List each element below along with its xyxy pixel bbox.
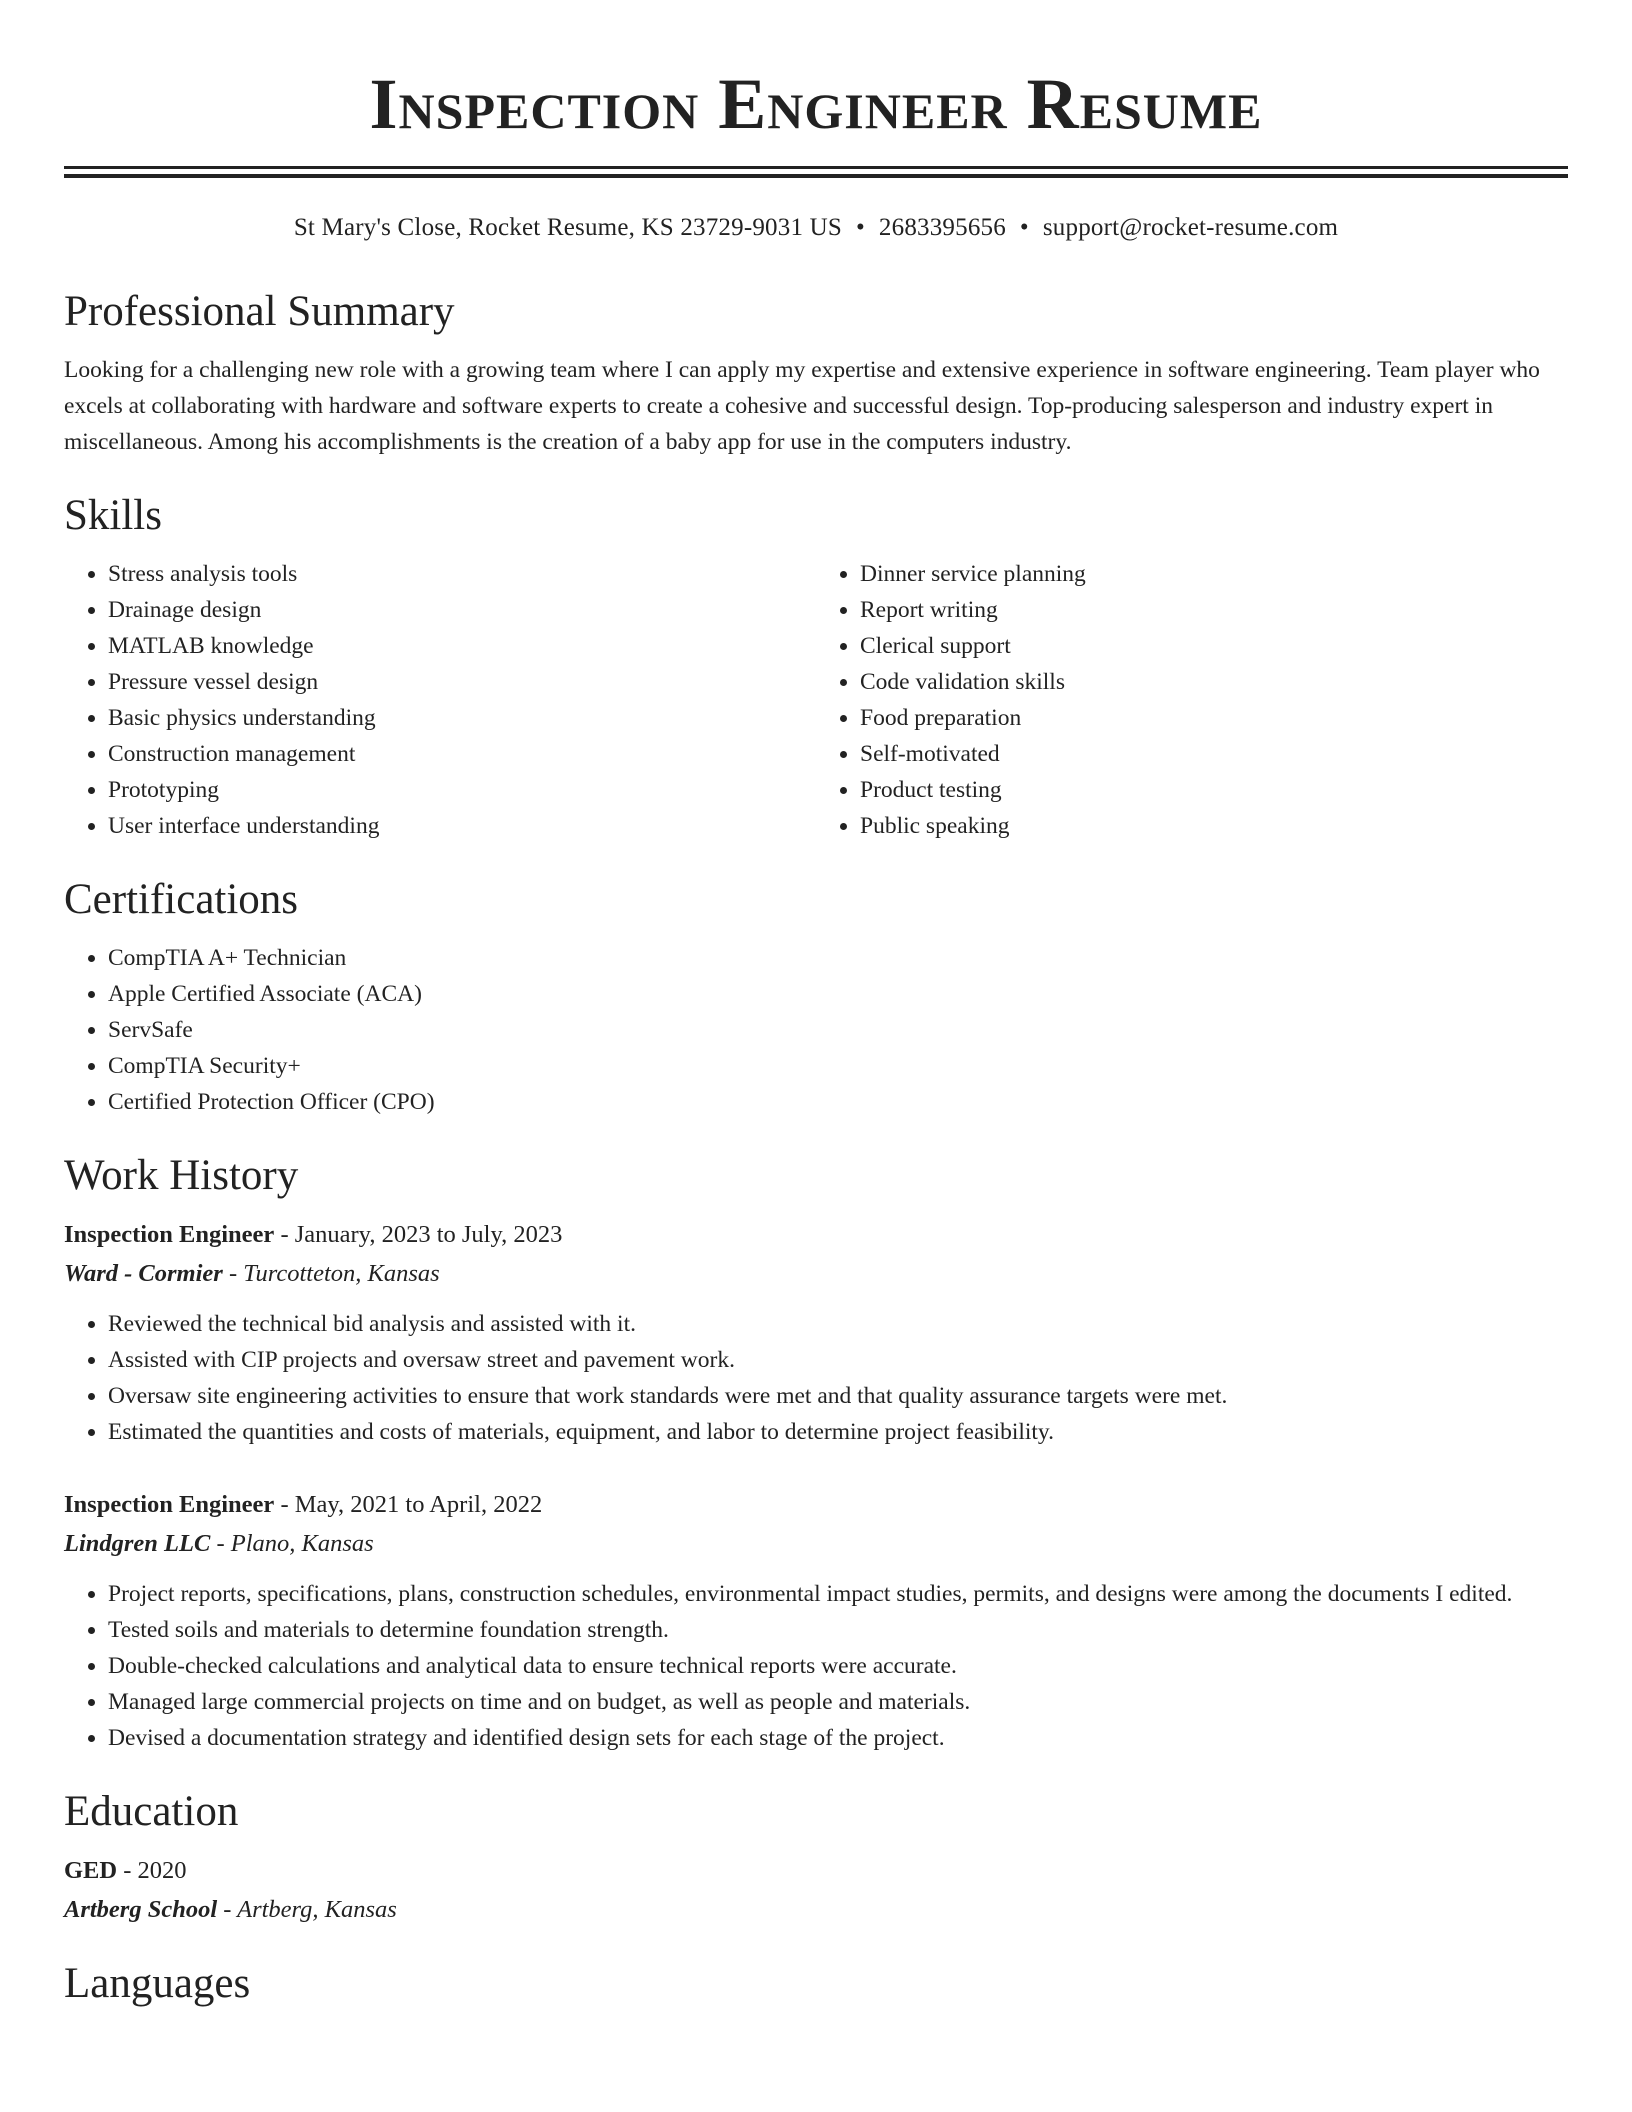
job-location: - Plano, Kansas [210, 1530, 374, 1557]
contact-line [64, 212, 1568, 244]
title-divider [64, 166, 1568, 178]
resume-page [64, 0, 1568, 2010]
job-bullet: • Project reports, specifications, plans, construction schedules, environmental impact studies, permits, and designs were among the documents I edited. [108, 1576, 1568, 1612]
education-degree-line [64, 1852, 1568, 1890]
skills-section [64, 490, 1568, 844]
certification-item: • Certified Protection Officer (CPO) [108, 1084, 1568, 1120]
job-title-line [64, 1216, 1568, 1254]
job-bullet: • Double-checked calculations and analytical data to ensure technical reports were accurate. [108, 1648, 1568, 1684]
skill-item: • Dinner service planning [860, 556, 1568, 592]
skill-item: • Report writing [860, 592, 1568, 628]
job-company: Ward - Cormier [64, 1260, 223, 1287]
job-bullet: • Tested soils and materials to determine foundation strength. [108, 1612, 1568, 1648]
job-location: - Turcotteton, Kansas [222, 1260, 440, 1287]
education-degree: GED [64, 1857, 118, 1884]
skill-item: • User interface understanding [108, 808, 816, 844]
job-bullets [64, 1576, 1568, 1756]
job-bullet: • Estimated the quantities and costs of materials, equipment, and labor to determine project feasibility. [108, 1414, 1568, 1450]
certification-item: • ServSafe [108, 1012, 1568, 1048]
job-bullet: • Managed large commercial projects on time and on budget, as well as people and materials. [108, 1684, 1568, 1720]
skill-item: • Self-motivated [860, 736, 1568, 772]
work-history-section [64, 1150, 1568, 1756]
job-company: Lindgren LLC [64, 1530, 211, 1557]
contact-email: support@rocket-resume.com [1042, 214, 1339, 241]
skill-item: • Public speaking [860, 808, 1568, 844]
summary-heading: Professional Summary [64, 288, 455, 335]
job-bullet: • Devised a documentation strategy and identified design sets for each stage of the project. [108, 1720, 1568, 1756]
skill-item: • Stress analysis tools [108, 556, 816, 592]
contact-separator: • [1019, 214, 1029, 241]
job-dates: - January, 2023 to July, 2023 [274, 1221, 563, 1248]
job-dates: - May, 2021 to April, 2022 [274, 1491, 543, 1518]
contact-phone: 2683395656 [878, 214, 1006, 241]
skill-item: • Construction management [108, 736, 816, 772]
skill-item: • Food preparation [860, 700, 1568, 736]
skill-item: • Basic physics understanding [108, 700, 816, 736]
job-company-line [64, 1254, 1568, 1294]
contact-separator: • [855, 214, 865, 241]
certifications-section [64, 874, 1568, 1120]
education-school: Artberg School [64, 1896, 218, 1923]
contact-address: St Mary's Close, Rocket Resume, KS 23729-9031 US [293, 214, 842, 241]
skill-item: • Product testing [860, 772, 1568, 808]
education-school-line [64, 1890, 1568, 1930]
work-history-heading: Work History [64, 1152, 299, 1199]
skill-item: • Prototyping [108, 772, 816, 808]
skill-item: • MATLAB knowledge [108, 628, 816, 664]
education-year: - 2020 [117, 1857, 187, 1884]
job-bullet: • Assisted with CIP projects and oversaw street and pavement work. [108, 1342, 1568, 1378]
resume-title: Inspection Engineer Resume [369, 64, 1263, 144]
languages-section [64, 1958, 1568, 2010]
education-location: - Artberg, Kansas [217, 1896, 397, 1923]
certifications-list [64, 940, 1568, 1120]
skill-item: • Clerical support [860, 628, 1568, 664]
languages-heading: Languages [64, 1960, 251, 2007]
job-bullet: • Oversaw site engineering activities to ensure that work standards were met and that quality assurance targets were met. [108, 1378, 1568, 1414]
job-entry [64, 1486, 1568, 1756]
skill-item: • Pressure vessel design [108, 664, 816, 700]
skill-item: • Drainage design [108, 592, 816, 628]
job-title-line [64, 1486, 1568, 1524]
certification-item: • Apple Certified Associate (ACA) [108, 976, 1568, 1012]
certification-item: • CompTIA Security+ [108, 1048, 1568, 1084]
education-heading: Education [64, 1788, 239, 1835]
skills-list-right [816, 556, 1568, 844]
job-bullet: • Reviewed the technical bid analysis and assisted with it. [108, 1306, 1568, 1342]
job-bullets [64, 1306, 1568, 1450]
education-section [64, 1786, 1568, 1930]
skills-heading: Skills [64, 492, 162, 539]
summary-text: Looking for a challenging new role with a growing team where I can apply my expertise and extensive experience in software engineering. Team player who excels at collaborating with hardware and software experts to create a cohesive and successful design. Top-producing salesperson and industry expert in miscellaneous. Among his accomplishments is the creation of a baby app for use in the computers industry. [64, 357, 1540, 455]
certification-item: • CompTIA A+ Technician [108, 940, 1568, 976]
job-entry [64, 1216, 1568, 1450]
summary-section [64, 286, 1568, 460]
certifications-heading: Certifications [64, 876, 299, 923]
job-company-line [64, 1524, 1568, 1564]
skills-columns [64, 556, 1568, 844]
skills-list-left [64, 556, 816, 844]
job-title: Inspection Engineer [64, 1491, 275, 1518]
job-title: Inspection Engineer [64, 1221, 275, 1248]
skill-item: • Code validation skills [860, 664, 1568, 700]
